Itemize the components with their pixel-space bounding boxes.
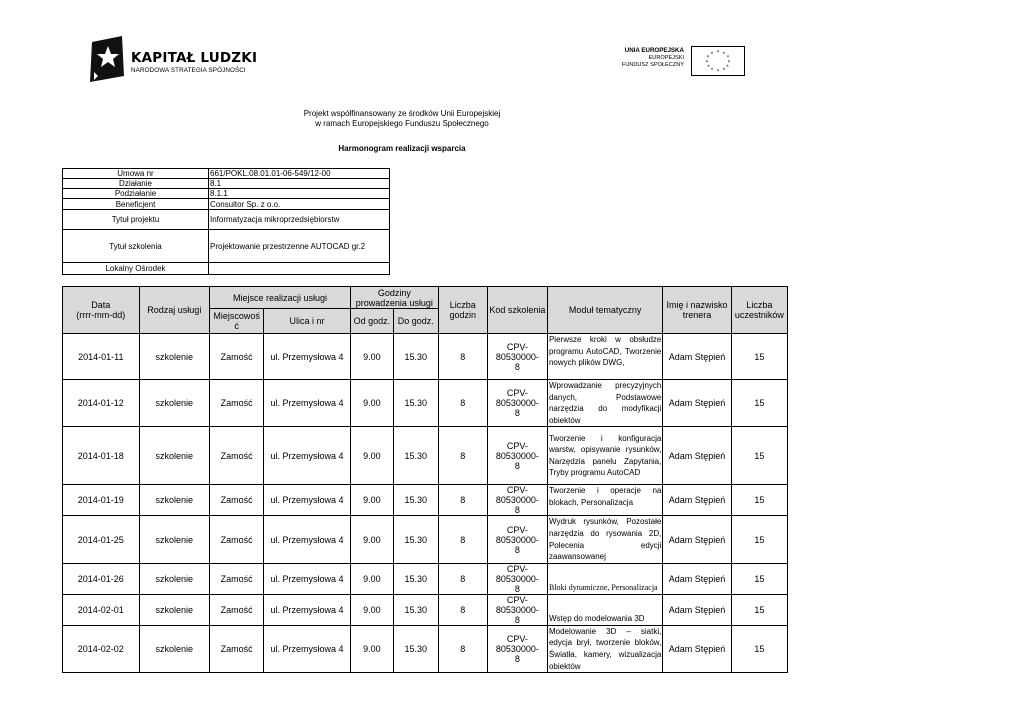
- col-count-hours-header: Liczba godzin: [438, 287, 487, 334]
- cell-trainer: Adam Stępień: [663, 625, 731, 672]
- info-value: 8.1.1: [209, 189, 390, 199]
- table-row: [63, 516, 788, 563]
- cell-from: 9.00: [350, 334, 393, 380]
- cell-code: CPV-80530000- 8: [487, 334, 547, 380]
- cell-date: 2014-01-19: [63, 485, 140, 516]
- cell-participants: 15: [731, 427, 787, 485]
- cell-module: Bloki dynamiczne, Personalizacja: [547, 563, 662, 594]
- cell-date: 2014-01-25: [63, 516, 140, 563]
- cell-hours: 8: [438, 563, 487, 594]
- cell-service: szkolenie: [139, 485, 209, 516]
- info-value: Consultor Sp. z o.o.: [209, 199, 390, 210]
- cell-module: Tworzenie i operacje na blokach, Personalizacja: [547, 485, 662, 516]
- info-label: Beneficjent: [63, 199, 209, 210]
- info-value: 661/POKL.08.01.01-06-549/12-00: [209, 169, 390, 179]
- eu-flag-icon: [691, 46, 745, 76]
- cell-street: ul. Przemysłowa 4: [264, 427, 351, 485]
- svg-text:*: *: [707, 64, 710, 71]
- cell-trainer: Adam Stępień: [663, 516, 731, 563]
- table-row: [63, 594, 788, 625]
- logo-subtitle: NARODOWA STRATEGIA SPÓJNOŚCI: [131, 67, 246, 74]
- col-hours-header: Godziny prowadzenia usługi: [350, 287, 438, 309]
- cell-hours: 8: [438, 516, 487, 563]
- svg-text:*: *: [727, 60, 731, 66]
- cell-to: 15.30: [393, 625, 438, 672]
- cell-hours: 8: [438, 594, 487, 625]
- svg-text:*: *: [722, 51, 726, 58]
- col-code-header: Kod szkolenia: [487, 287, 547, 334]
- cell-from: 9.00: [350, 380, 393, 427]
- table-row: [63, 625, 788, 672]
- cell-participants: 15: [731, 516, 787, 563]
- info-row-project-title: [63, 210, 390, 230]
- cell-code: CPV-80530000- 8: [487, 563, 547, 594]
- info-row-training-title: [63, 230, 390, 263]
- col-from-header: Od godz.: [350, 309, 393, 334]
- cell-date: 2014-01-12: [63, 380, 140, 427]
- cell-code: CPV-80530000- 8: [487, 485, 547, 516]
- col-street-header: Ulica i nr: [264, 309, 351, 334]
- cell-to: 15.30: [393, 334, 438, 380]
- cell-trainer: Adam Stępień: [663, 427, 731, 485]
- cell-from: 9.00: [350, 594, 393, 625]
- cell-code: CPV-80530000- 8: [487, 380, 547, 427]
- cell-date: 2014-02-02: [63, 625, 140, 672]
- cell-from: 9.00: [350, 625, 393, 672]
- info-row-action: [63, 179, 390, 189]
- cell-to: 15.30: [393, 594, 438, 625]
- cell-to: 15.30: [393, 485, 438, 516]
- col-to-header: Do godz.: [393, 309, 438, 334]
- cell-hours: 8: [438, 427, 487, 485]
- col-trainer-header: Imię i nazwisko trenera: [663, 287, 731, 334]
- svg-text:*: *: [722, 67, 726, 74]
- info-row-subaction: [63, 189, 390, 199]
- cell-town: Zamość: [210, 427, 264, 485]
- cell-town: Zamość: [210, 380, 264, 427]
- table-row: [63, 334, 788, 380]
- cell-street: ul. Przemysłowa 4: [264, 516, 351, 563]
- cell-module: Pierwsze kroki w obsłudze programu AutoCAD, Tworzenie nowych plików DWG,: [547, 334, 662, 380]
- svg-text:*: *: [710, 67, 714, 74]
- col-place-header: Miejsce realizacji usługi: [210, 287, 351, 309]
- cell-trainer: Adam Stępień: [663, 485, 731, 516]
- cell-participants: 15: [731, 625, 787, 672]
- schedule-header-row: [63, 287, 788, 309]
- cell-hours: 8: [438, 485, 487, 516]
- cell-from: 9.00: [350, 563, 393, 594]
- info-label: Tytuł szkolenia: [63, 230, 209, 263]
- cell-code: CPV-80530000- 8: [487, 516, 547, 563]
- cell-service: szkolenie: [139, 516, 209, 563]
- eu-logo-line1: UNIA EUROPEJSKA: [624, 47, 684, 54]
- cell-service: szkolenie: [139, 334, 209, 380]
- cell-street: ul. Przemysłowa 4: [264, 380, 351, 427]
- cell-to: 15.30: [393, 380, 438, 427]
- cell-town: Zamość: [210, 594, 264, 625]
- cell-module: Wprowadzanie precyzyjnych danych, Podstawowe narzędzia do modyfikacji obiektów: [547, 380, 662, 427]
- svg-text:*: *: [705, 60, 709, 66]
- cell-hours: 8: [438, 380, 487, 427]
- cell-code: CPV-80530000- 8: [487, 594, 547, 625]
- cell-date: 2014-02-01: [63, 594, 140, 625]
- cell-date: 2014-01-18: [63, 427, 140, 485]
- svg-text:*: *: [710, 51, 714, 58]
- info-value: Informatyzacja mikroprzedsiębiorstw: [209, 210, 390, 230]
- project-info-table: [62, 168, 390, 275]
- eu-logo: [616, 46, 746, 76]
- table-row: [63, 427, 788, 485]
- cell-code: CPV-80530000- 8: [487, 427, 547, 485]
- svg-text:*: *: [716, 50, 720, 56]
- eu-logo-line2: EUROPEJSKI: [648, 54, 684, 61]
- cell-to: 15.30: [393, 427, 438, 485]
- cell-hours: 8: [438, 334, 487, 380]
- cell-from: 9.00: [350, 427, 393, 485]
- cell-street: ul. Przemysłowa 4: [264, 563, 351, 594]
- col-module-header: Moduł tematyczny: [547, 287, 662, 334]
- cell-service: szkolenie: [139, 563, 209, 594]
- cell-module: Wydruk rysunków, Pozostałe narzędzia do rysowania 2D, Polecenia edycji zaawansowanej: [547, 516, 662, 563]
- cell-town: Zamość: [210, 563, 264, 594]
- cell-from: 9.00: [350, 485, 393, 516]
- col-service-header: Rodzaj usługi: [139, 287, 209, 334]
- info-label: Tytuł projektu: [63, 210, 209, 230]
- kapital-ludzki-emblem-icon: [88, 36, 128, 84]
- eu-logo-text: [616, 47, 684, 70]
- cell-participants: 15: [731, 334, 787, 380]
- cell-service: szkolenie: [139, 427, 209, 485]
- info-row-local-center: [63, 263, 390, 275]
- cell-date: 2014-01-26: [63, 563, 140, 594]
- cell-service: szkolenie: [139, 625, 209, 672]
- cell-date: 2014-01-11: [63, 334, 140, 380]
- cell-code: CPV-80530000- 8: [487, 625, 547, 672]
- cell-from: 9.00: [350, 516, 393, 563]
- schedule-table: [62, 286, 788, 673]
- info-label: Podziałanie: [63, 189, 209, 199]
- cell-street: ul. Przemysłowa 4: [264, 334, 351, 380]
- info-value: 8.1: [209, 179, 390, 189]
- cell-to: 15.30: [393, 563, 438, 594]
- header-line1: Projekt współfinansowany ze środków Unii Europejskiej: [303, 109, 501, 118]
- info-label: Działanie: [63, 179, 209, 189]
- logo-title: KAPITAŁ LUDZKI: [131, 50, 258, 66]
- header-line2: w ramach Europejskiego Funduszu Społecznego: [315, 119, 489, 128]
- cell-module: Modelowanie 3D – siatki, edycja brył, tworzenie bloków, Światła, kamery, wizualizacja obiektów: [547, 625, 662, 672]
- table-row: [63, 485, 788, 516]
- cell-service: szkolenie: [139, 594, 209, 625]
- svg-text:*: *: [726, 55, 730, 61]
- info-label: Lokalny Ośrodek: [63, 263, 209, 275]
- cell-participants: 15: [731, 485, 787, 516]
- cell-module: Tworzenie i konfiguracja warstw, opisywanie rysunków, Narzędzia panelu Zapytania, Tryby programu AutoCAD: [547, 427, 662, 485]
- cell-hours: 8: [438, 625, 487, 672]
- cell-trainer: Adam Stępień: [663, 594, 731, 625]
- cell-participants: 15: [731, 563, 787, 594]
- cell-to: 15.30: [393, 516, 438, 563]
- cell-town: Zamość: [210, 485, 264, 516]
- cell-module: Wstęp do modelowania 3D: [547, 594, 662, 625]
- cell-service: szkolenie: [139, 380, 209, 427]
- svg-text:*: *: [726, 64, 729, 71]
- cell-town: Zamość: [210, 516, 264, 563]
- info-label: Umowa nr: [63, 169, 209, 179]
- cell-participants: 15: [731, 594, 787, 625]
- info-value: Projektowanie przestrzenne AUTOCAD gr.2: [209, 230, 390, 263]
- cell-street: ul. Przemysłowa 4: [264, 625, 351, 672]
- info-row-beneficiary: [63, 199, 390, 210]
- page-title: Harmonogram realizacji wsparcia: [338, 144, 466, 153]
- cell-town: Zamość: [210, 334, 264, 380]
- cell-trainer: Adam Stępień: [663, 563, 731, 594]
- col-date-header: Data (rrrr-mm-dd): [63, 287, 140, 334]
- info-row-contract: [63, 169, 390, 179]
- cell-trainer: Adam Stępień: [663, 334, 731, 380]
- svg-text:*: *: [706, 55, 710, 61]
- cell-street: ul. Przemysłowa 4: [264, 485, 351, 516]
- cell-participants: 15: [731, 380, 787, 427]
- info-value: [209, 263, 390, 275]
- table-row: [63, 380, 788, 427]
- table-row: [63, 563, 788, 594]
- col-town-header: Miejscowoś ć: [210, 309, 264, 334]
- col-participants-header: Liczba uczestników: [731, 287, 787, 334]
- eu-logo-line3: FUNDUSZ SPOŁECZNY: [621, 62, 684, 68]
- cell-town: Zamość: [210, 625, 264, 672]
- kapital-ludzki-logo: [88, 36, 258, 86]
- svg-text:*: *: [716, 69, 720, 75]
- cell-trainer: Adam Stępień: [663, 380, 731, 427]
- cell-street: ul. Przemysłowa 4: [264, 594, 351, 625]
